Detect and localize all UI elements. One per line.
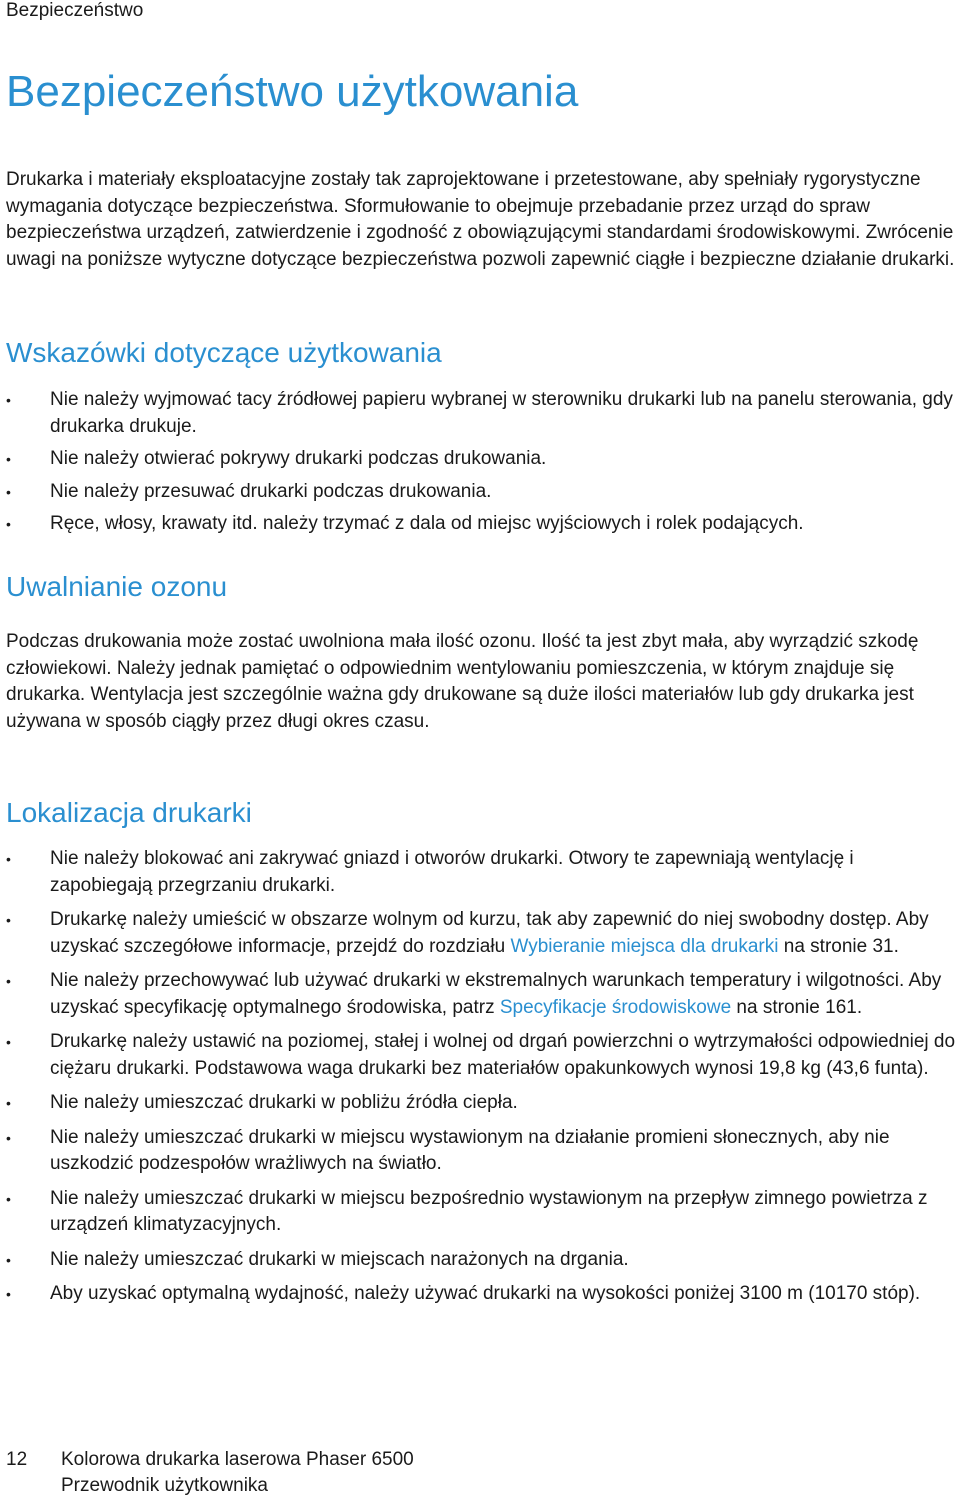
bullet-glyph: • [6, 912, 11, 928]
list-item: • Nie należy przechowywać lub używać drukarki w ekstremalnych warunkach temperatury i wilgotności. Aby uzyskać specyfikację optymalnego środowiska, patrz Specyfikacje środowiskowe na stronie 161. [6, 970, 942, 1018]
bullet-glyph: • [6, 1286, 11, 1302]
bullet-glyph: • [6, 451, 11, 467]
bullet-glyph: • [6, 973, 11, 989]
list-item: • Nie należy umieszczać drukarki w pobliżu źródła ciepła. [6, 1090, 956, 1117]
bullet-glyph: • [6, 1129, 11, 1146]
usage-heading: Wskazówki dotyczące użytkowania [6, 337, 442, 368]
usage-list [6, 387, 956, 538]
bullet-glyph: • [6, 516, 11, 532]
page-number: 12 [6, 1449, 28, 1470]
list-item: • Nie należy umieszczać drukarki w miejscach narażonych na drgania. [6, 1247, 956, 1274]
intro-paragraph: Drukarka i materiały eksploatacyjne zostały tak zaprojektowane i przetestowane, aby spełniały rygorystyczne wymagania dotyczące bezpieczeństwa. Sformułowanie to obejmuje przebadanie przez urząd do spraw bezpieczeństwa urządzeń, zatwierdzenie i zgodność z obowiązującymi standardami środowiskowymi. Zwrócenie uwagi na poniższe wytyczne dotyczące bezpieczeństwa pozwoli zapewnić ciągłe i bezpieczne działanie drukarki. [6, 169, 955, 270]
bullet-glyph: • [6, 1251, 11, 1268]
link-printer-location[interactable]: Wybieranie miejsca dla drukarki [510, 935, 779, 957]
list-item: • Ręce, włosy, krawaty itd. należy trzymać z dala od miejsc wyjściowych i rolek podających. [6, 511, 956, 538]
bullet-glyph: • [6, 483, 11, 500]
list-item: • Drukarkę należy umieścić w obszarze wolnym od kurzu, tak aby zapewnić do niej swobodny dostęp. Aby uzyskać szczegółowe informacje, przejdź do rozdziału Wybieranie miejsca dla drukarki na stronie 31. [6, 909, 929, 957]
bullet-glyph: • [6, 1190, 11, 1207]
link-environmental-specs[interactable]: Specyfikacje środowiskowe [499, 996, 732, 1018]
running-header: Bezpieczeństwo [6, 0, 144, 21]
bullet-glyph: • [6, 1034, 11, 1050]
list-item: • Nie należy umieszczać drukarki w miejscu wystawionym na działanie promieni słonecznych, aby nie uszkodzić podzespołów wrażliwych na światło. [6, 1126, 890, 1174]
page-title: Bezpieczeństwo użytkowania [6, 67, 579, 116]
location-list [6, 846, 956, 1308]
bullet-glyph: • [6, 392, 11, 408]
list-item: • Nie należy przesuwać drukarki podczas drukowania. [6, 479, 956, 506]
list-item: • Drukarkę należy ustawić na poziomej, stałej i wolnej od drgań powierzchni o wytrzymałości odpowiedniej do ciężaru drukarki. Podstawowa waga drukarki bez materiałów opakunkowych wynosi 19,8 kg (43,6 funta). [6, 1031, 956, 1079]
ozone-heading: Uwalnianie ozonu [6, 571, 228, 602]
footer-product: Kolorowa drukarka laserowa Phaser 6500 [61, 1449, 414, 1470]
list-item: • Nie należy otwierać pokrywy drukarki podczas drukowania. [6, 446, 956, 473]
bullet-glyph: • [6, 1095, 11, 1111]
footer-text [61, 1447, 414, 1499]
ozone-paragraph: Podczas drukowania może zostać uwolniona mała ilość ozonu. Ilość ta jest zbyt mała, aby wyrządzić szkodę człowiekowi. Należy jednak pamiętać o odpowiednim wentylowaniu pomieszczenia, w którym znajduje się drukarka. Wentylacja jest szczególnie ważna gdy drukowane są duże ilości materiałów lub gdy drukarka jest używana w sposób ciągły przez długi okres czasu. [6, 631, 919, 732]
list-item: • Aby uzyskać optymalną wydajność, należy używać drukarki na wysokości poniżej 3100 m (10170 stóp). [6, 1281, 956, 1308]
list-item: • Nie należy blokować ani zakrywać gniazd i otworów drukarki. Otwory te zapewniają wentylację i zapobiegają przegrzaniu drukarki. [6, 848, 854, 896]
location-heading: Lokalizacja drukarki [6, 797, 252, 828]
list-item: • Nie należy wyjmować tacy źródłowej papieru wybranej w sterowniku drukarki lub na panelu sterowania, gdy drukarka drukuje. [6, 389, 953, 437]
bullet-glyph: • [6, 851, 11, 867]
list-item: • Nie należy umieszczać drukarki w miejscu bezpośrednio wystawionym na przepływ zimnego powietrza z urządzeń klimatyzacyjnych. [6, 1187, 928, 1235]
footer-guide: Przewodnik użytkownika [61, 1475, 268, 1496]
